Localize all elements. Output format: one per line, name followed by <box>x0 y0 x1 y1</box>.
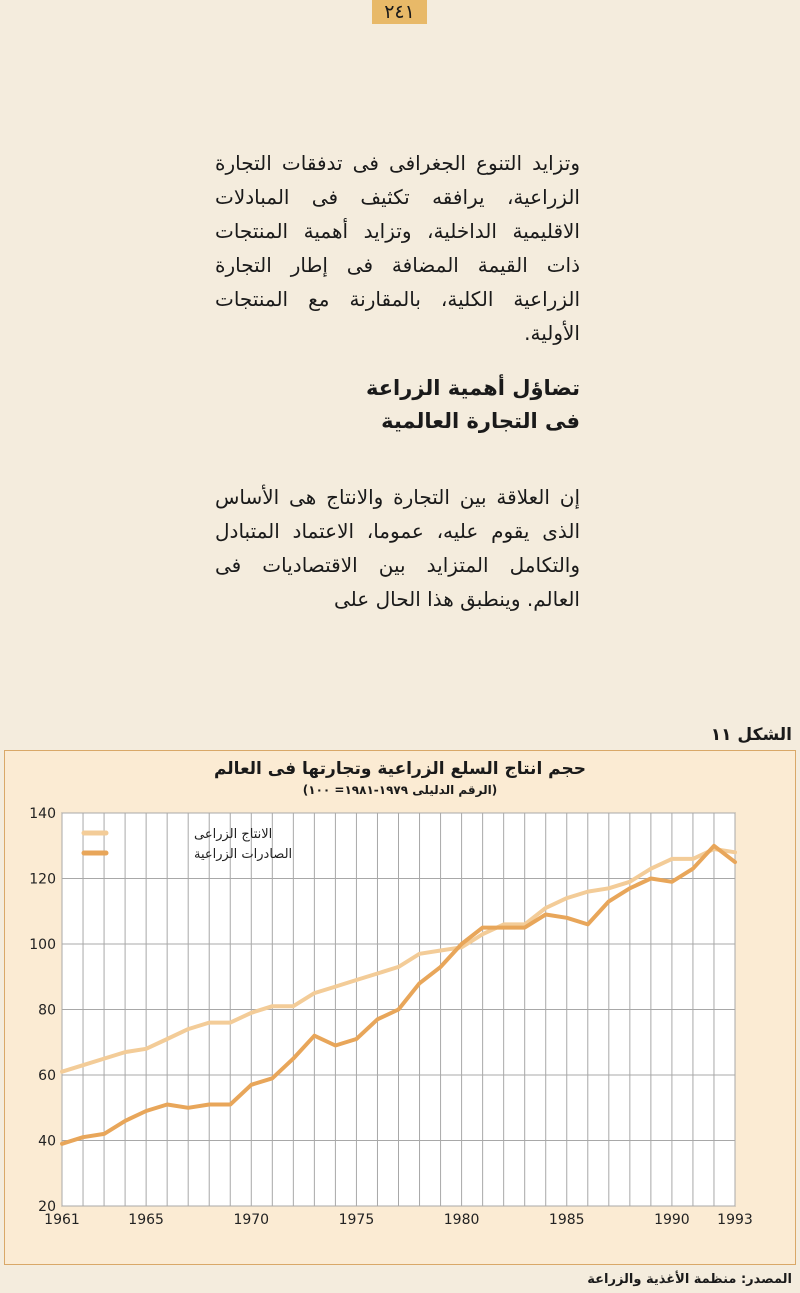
x-tick-label: 1985 <box>548 1212 585 1228</box>
y-tick-label: 80 <box>38 1002 56 1019</box>
chart-title: حجم انتاج السلع الزراعية وتجارتها فى العالم <box>213 759 587 779</box>
x-tick-label: 1970 <box>233 1212 270 1228</box>
page-number: ٢٤١ <box>372 0 427 24</box>
figure-label: الشكل ١١ <box>710 725 792 745</box>
heading-line-1: تضاؤل أهمية الزراعة <box>365 376 580 400</box>
x-tick-label: 1990 <box>654 1212 690 1228</box>
y-tick-label: 20 <box>38 1199 56 1215</box>
x-tick-label: 1993 <box>717 1212 753 1228</box>
heading-line-2: فى التجارة العالمية <box>381 409 580 433</box>
x-tick-label: 1980 <box>443 1212 480 1228</box>
legend-label: الصادرات الزراعية <box>194 847 293 862</box>
section-heading <box>215 372 580 438</box>
chart-container <box>4 750 796 1265</box>
y-tick-label: 60 <box>38 1068 56 1084</box>
x-tick-label: 1965 <box>128 1212 164 1228</box>
source-note: المصدر: منظمة الأغذية والزراعة <box>587 1272 792 1287</box>
line-chart <box>5 751 795 1264</box>
x-tick-label: 1961 <box>44 1212 80 1228</box>
y-tick-label: 120 <box>29 871 56 888</box>
y-tick-label: 40 <box>38 1133 56 1150</box>
legend-label: الانتاج الزراعى <box>194 827 273 842</box>
chart-subtitle: (الرقم الدليلى ١٩٧٩-١٩٨١= ١٠٠) <box>302 783 498 797</box>
x-tick-label: 1975 <box>338 1212 375 1228</box>
y-tick-label: 100 <box>29 937 56 953</box>
paragraph-1: وتزايد التنوع الجغرافى فى تدفقات التجارة الزراعية، يرافقه تكثيف فى المبادلات الاقليمية الداخلية، وتزايد أهمية المنتجات ذات القيمة المضافة فى إطار التجارة الزراعية الكلية، بالمقارنة مع المنتجات الأولية. <box>215 151 580 345</box>
y-tick-label: 140 <box>29 806 56 822</box>
paragraph-2: إن العلاقة بين التجارة والانتاج هى الأساس الذى يقوم عليه، عموما، الاعتماد المتبادل والتكامل المتزايد بين الاقتصاديات فى العالم. وينطبق هذا الحال على <box>215 485 580 611</box>
